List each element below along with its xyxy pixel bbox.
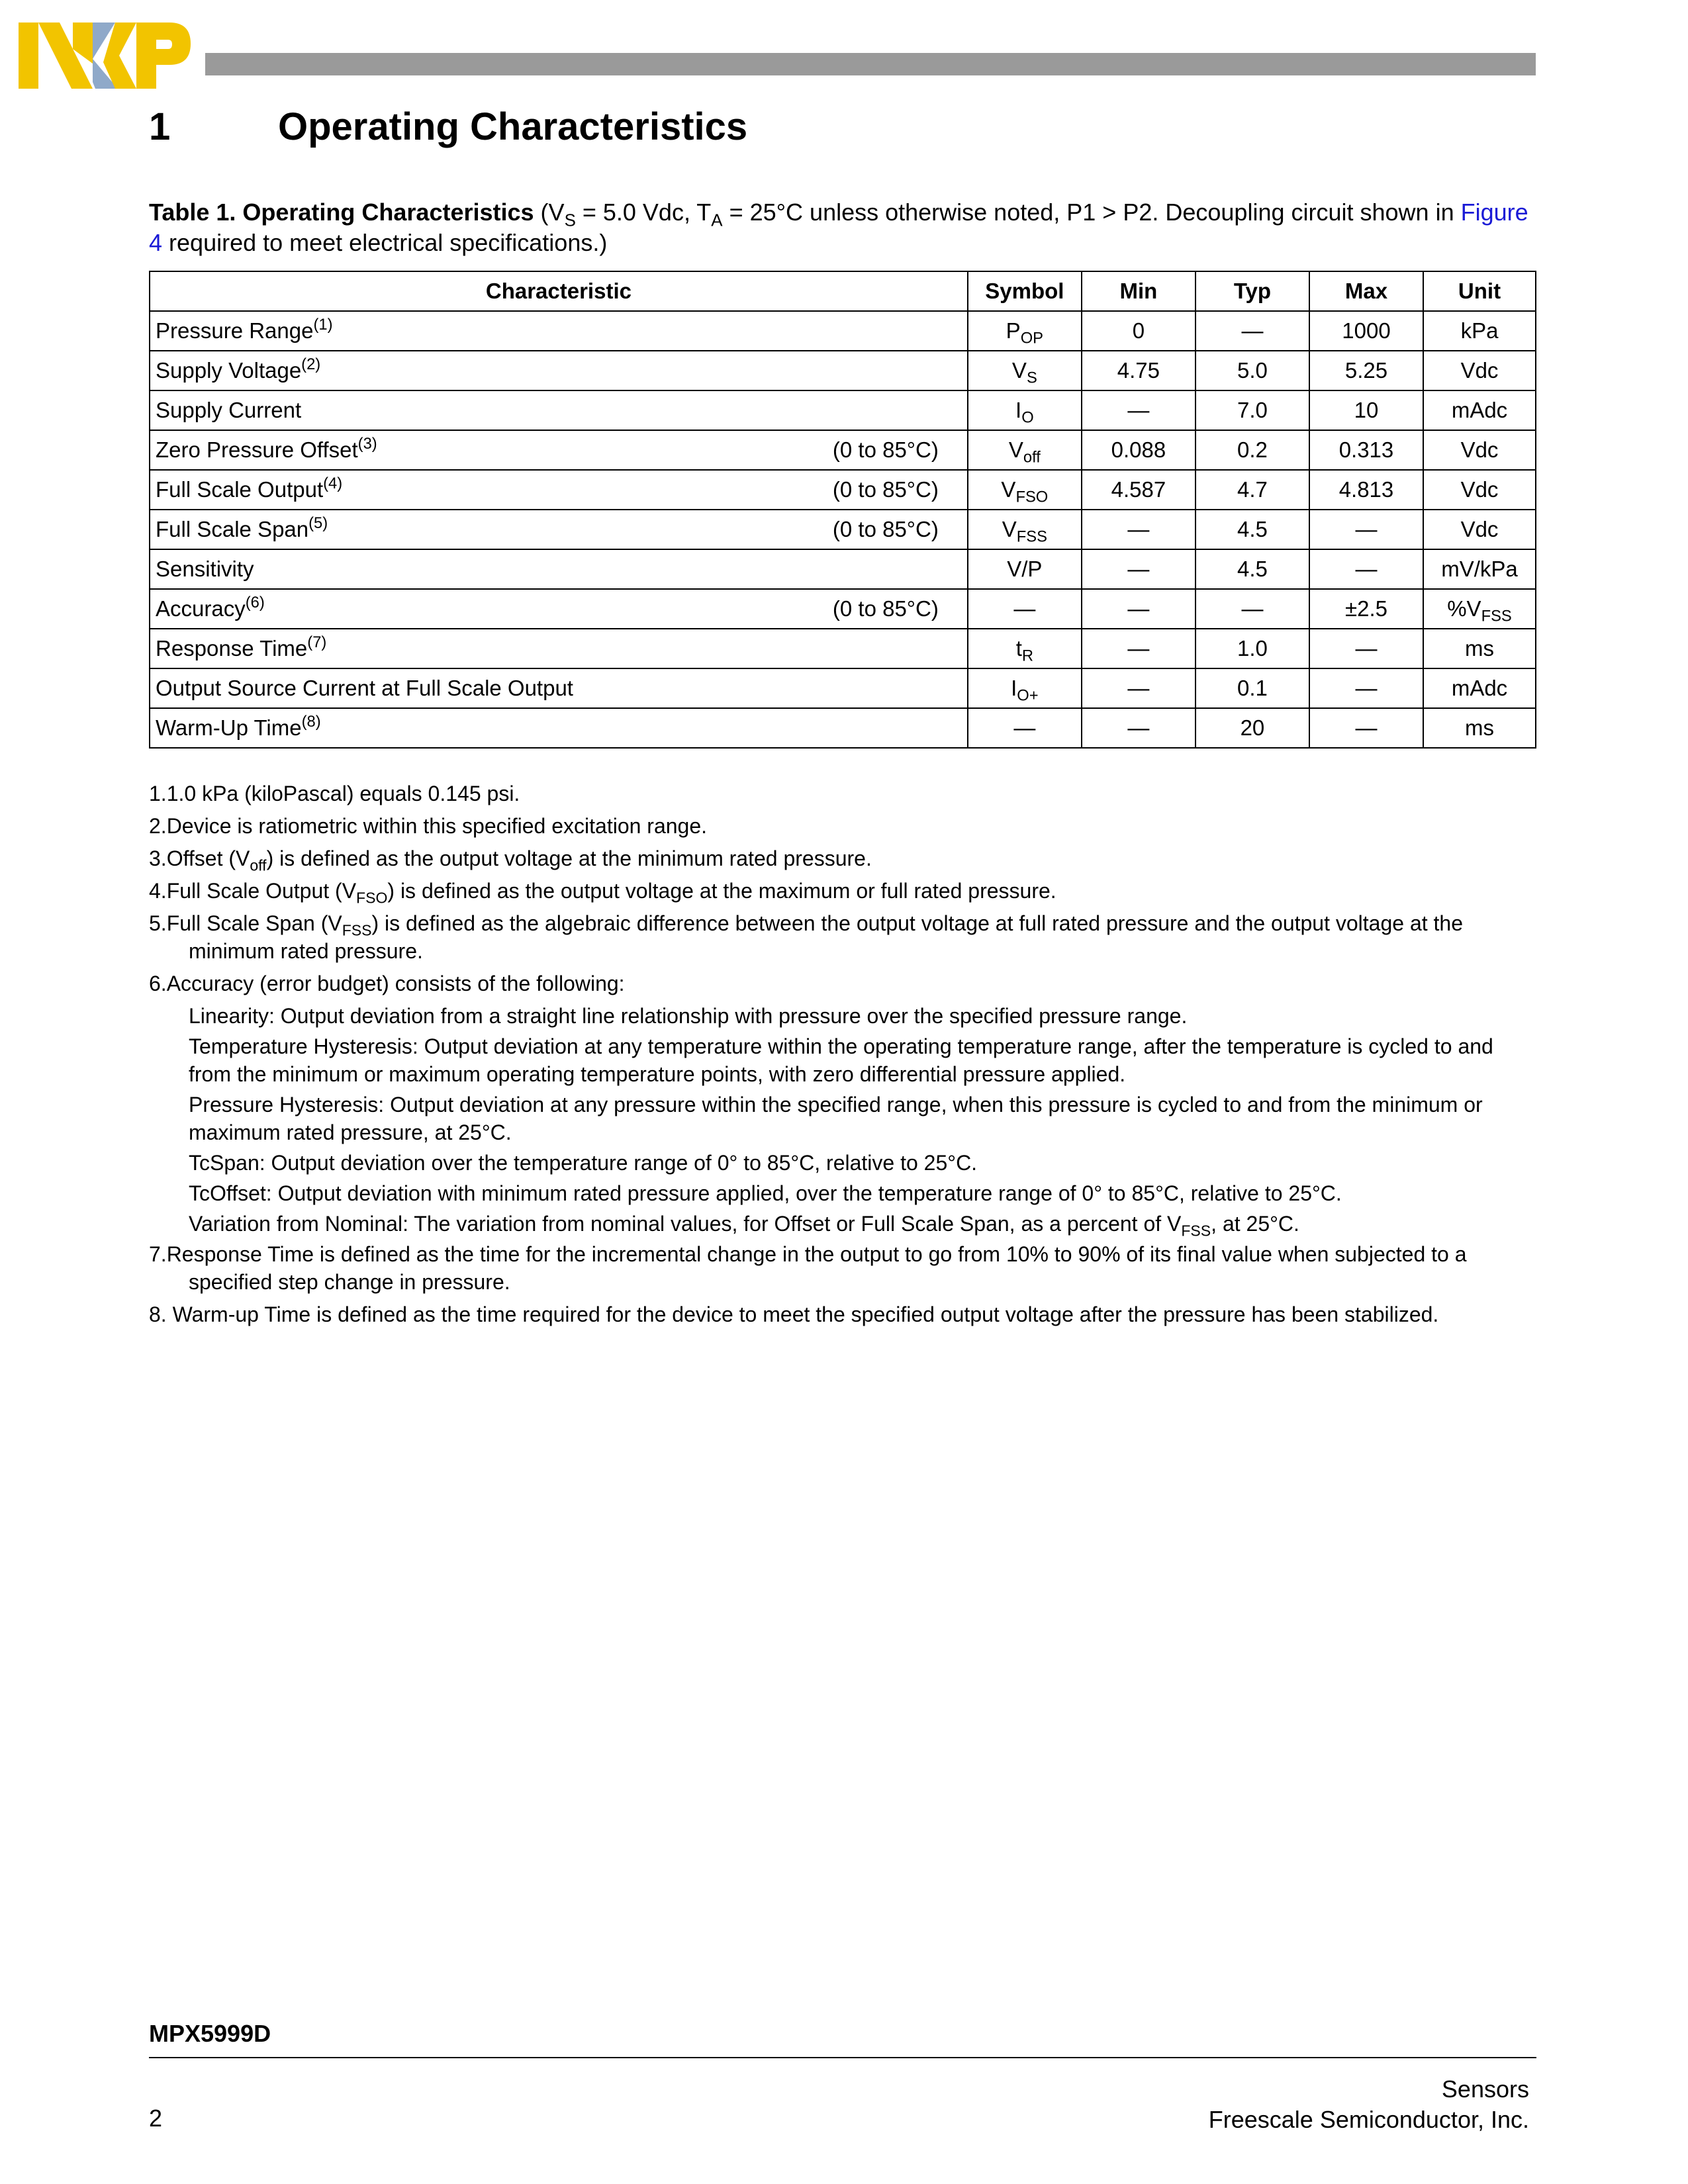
unit-cell (1423, 668, 1536, 708)
max-cell: 5.25 (1309, 351, 1423, 390)
symbol-cell (968, 668, 1082, 708)
unit-cell (1423, 351, 1536, 390)
min-cell: 0.088 (1082, 430, 1196, 470)
max-cell: 1000 (1309, 311, 1423, 351)
symbol-cell (968, 510, 1082, 549)
characteristic-name: Accuracy (156, 596, 246, 621)
footnote-text: ) is defined as the algebraic difference between the output voltage at full rated pressure and the output voltage at the (371, 911, 1464, 935)
symbol-sub: S (1026, 369, 1037, 387)
footnote-text: , at 25°C. (1211, 1212, 1299, 1236)
characteristic-name: Zero Pressure Offset (156, 437, 358, 462)
header-min: Min (1082, 271, 1196, 311)
typ-cell: 1.0 (1196, 629, 1309, 668)
condition: (0 to 85°C) (832, 477, 939, 502)
symbol-sub: O (1021, 408, 1034, 427)
footnote-sub: off (250, 856, 267, 874)
condition: (0 to 85°C) (832, 596, 939, 621)
typ-cell: 4.5 (1196, 549, 1309, 589)
characteristic-cell (150, 470, 968, 510)
accuracy-temperature-hysteresis: Temperature Hysteresis: Output deviation at any temperature within the operating temperature range, after the temperature is cycled to and from the minimum or maximum operating temperature points, with zero differential pressure applied. (189, 1034, 1493, 1086)
symbol-cell (968, 589, 1082, 629)
symbol-sub: R (1021, 647, 1034, 665)
header-bar (205, 53, 1536, 75)
characteristic-cell (150, 668, 968, 708)
unit-sub: FSS (1481, 607, 1512, 625)
symbol-cell (968, 629, 1082, 668)
unit: mAdc (1451, 676, 1508, 700)
symbol-cell (968, 430, 1082, 470)
footnote-ref: (8) (301, 712, 321, 731)
header-unit: Unit (1423, 271, 1536, 311)
section-number: 1 (149, 105, 171, 148)
header-characteristic: Characteristic (150, 271, 968, 311)
symbol: I (1015, 398, 1022, 422)
symbol-cell (968, 549, 1082, 589)
header-typ: Typ (1196, 271, 1309, 311)
table-header-row (150, 271, 1536, 311)
table-row (150, 549, 1536, 589)
typ-cell: 0.1 (1196, 668, 1309, 708)
min-cell: 4.75 (1082, 351, 1196, 390)
footnote-ref: (2) (301, 355, 321, 373)
unit-cell (1423, 430, 1536, 470)
condition: (0 to 85°C) (832, 517, 939, 541)
accuracy-pressure-hysteresis: Pressure Hysteresis: Output deviation at any pressure within the specified range, when this pressure is cycled to and from the minimum or maximum rated pressure, at 25°C. (189, 1093, 1483, 1144)
min-cell: — (1082, 629, 1196, 668)
min-cell: — (1082, 510, 1196, 549)
accuracy-tcspan: TcSpan: Output deviation over the temperature range of 0° to 85°C, relative to 25°C. (189, 1151, 978, 1175)
nxp-logo (19, 23, 191, 89)
min-cell: — (1082, 668, 1196, 708)
table-row (150, 708, 1536, 748)
condition: (0 to 85°C) (832, 437, 939, 462)
caption-text: = 5.0 Vdc, T (575, 199, 712, 226)
unit-cell (1423, 470, 1536, 510)
footnote-sub: FSS (342, 921, 372, 939)
unit-cell (1423, 708, 1536, 748)
typ-cell: 20 (1196, 708, 1309, 748)
footnote-ref: (6) (245, 593, 265, 612)
max-cell: — (1309, 708, 1423, 748)
caption-label: Table 1. Operating Characteristics (149, 199, 534, 226)
footnote-1: 1.1.0 kPa (kiloPascal) equals 0.145 psi. (149, 782, 520, 805)
characteristic-cell (150, 589, 968, 629)
characteristic-name: Output Source Current at Full Scale Output (156, 676, 573, 700)
operating-characteristics-table (149, 271, 1536, 749)
table-row (150, 351, 1536, 390)
unit-cell (1423, 510, 1536, 549)
unit: %V (1447, 596, 1481, 621)
characteristic-name: Full Scale Span (156, 517, 309, 541)
figure-4-link[interactable]: Figure 4 (149, 199, 1528, 256)
footnote-text: ) is defined as the output voltage at the maximum or full rated pressure. (387, 879, 1056, 903)
typ-cell: 4.5 (1196, 510, 1309, 549)
unit: Vdc (1460, 517, 1499, 541)
accuracy-linearity: Linearity: Output deviation from a straight line relationship with pressure over the specified pressure range. (189, 1004, 1188, 1028)
footnote-text: Variation from Nominal: The variation from nominal values, for Offset or Full Scale Span, as a percent of V (189, 1212, 1182, 1236)
characteristic-cell (150, 390, 968, 430)
caption-sub: S (564, 211, 576, 230)
footnote-text: 7.Response Time is defined as the time for the incremental change in the output to go from 10% to 90% of its final value when subjected to a (149, 1242, 1467, 1266)
caption-text: (V (534, 199, 565, 226)
max-cell: — (1309, 510, 1423, 549)
table-row (150, 589, 1536, 629)
min-cell: — (1082, 589, 1196, 629)
footnote-ref: (7) (307, 633, 327, 651)
symbol: P (1006, 318, 1021, 343)
characteristic-name: Supply Current (156, 398, 302, 422)
symbol: V/P (1007, 557, 1043, 581)
characteristic-cell (150, 549, 968, 589)
symbol: V (1011, 358, 1027, 383)
min-cell: — (1082, 390, 1196, 430)
footnote-ref: (1) (313, 315, 333, 334)
characteristic-name: Pressure Range (156, 318, 314, 343)
max-cell: 4.813 (1309, 470, 1423, 510)
symbol: V (1001, 477, 1016, 502)
footnote-text: minimum rated pressure. (189, 939, 423, 963)
unit: mAdc (1451, 398, 1508, 422)
symbol-sub: FSO (1015, 488, 1049, 506)
footnotes (149, 780, 1539, 1333)
footnote-ref: (5) (308, 514, 328, 532)
accuracy-tcoffset: TcOffset: Output deviation with minimum rated pressure applied, over the temperature range of 0° to 85°C, relative to 25°C. (189, 1181, 1342, 1205)
unit: Vdc (1460, 358, 1499, 383)
symbol: — (1013, 715, 1036, 740)
symbol-cell (968, 390, 1082, 430)
characteristic-name: Warm-Up Time (156, 715, 302, 740)
max-cell: 10 (1309, 390, 1423, 430)
footnote-6: 6.Accuracy (error budget) consists of the following: (149, 972, 625, 995)
footnote-8: 8. Warm-up Time is defined as the time required for the device to meet the specified output voltage after the pressure has been stabilized. (149, 1302, 1439, 1326)
symbol-sub: OP (1020, 329, 1044, 347)
footnote-ref: (4) (323, 474, 343, 492)
footer-right (1209, 2074, 1529, 2135)
table-row (150, 311, 1536, 351)
table-row (150, 470, 1536, 510)
footnote-text: 3.Offset (V (149, 846, 250, 870)
table-row (150, 510, 1536, 549)
caption-sub: A (711, 211, 723, 230)
footnote-4 (149, 877, 1539, 905)
unit: kPa (1460, 318, 1499, 343)
characteristic-name: Sensitivity (156, 557, 254, 581)
caption-text: = 25°C unless otherwise noted, P1 > P2. Decoupling circuit shown in (722, 199, 1461, 226)
max-cell: — (1309, 549, 1423, 589)
footnote-text: specified step change in pressure. (189, 1270, 510, 1294)
header-max: Max (1309, 271, 1423, 311)
table-row (150, 668, 1536, 708)
footnote-3 (149, 844, 1539, 872)
table-caption (149, 197, 1539, 258)
symbol: V (1008, 437, 1023, 462)
symbol-sub: O+ (1017, 686, 1039, 705)
max-cell: ±2.5 (1309, 589, 1423, 629)
unit: Vdc (1460, 477, 1499, 502)
typ-cell: 0.2 (1196, 430, 1309, 470)
unit-cell (1423, 589, 1536, 629)
min-cell: — (1082, 549, 1196, 589)
symbol-cell (968, 351, 1082, 390)
characteristic-name: Supply Voltage (156, 358, 302, 383)
footnote-sub: FSS (1181, 1222, 1211, 1240)
symbol: I (1011, 676, 1017, 700)
symbol: V (1002, 517, 1017, 541)
caption-text: required to meet electrical specifications.) (162, 229, 608, 256)
symbol-sub: FSS (1016, 527, 1047, 546)
symbol-cell (968, 708, 1082, 748)
max-cell: 0.313 (1309, 430, 1423, 470)
characteristic-cell (150, 510, 968, 549)
page-number: 2 (149, 2105, 163, 2132)
characteristic-cell (150, 629, 968, 668)
characteristic-cell (150, 430, 968, 470)
footnote-7 (149, 1240, 1539, 1296)
footer-category: Sensors (1441, 2075, 1529, 2103)
unit-cell (1423, 311, 1536, 351)
characteristic-name: Response Time (156, 636, 308, 660)
symbol-cell (968, 311, 1082, 351)
typ-cell: 4.7 (1196, 470, 1309, 510)
min-cell: — (1082, 708, 1196, 748)
logo-n-left (19, 23, 38, 89)
footnote-text: ) is defined as the output voltage at the minimum rated pressure. (266, 846, 872, 870)
min-cell: 0 (1082, 311, 1196, 351)
min-cell: 4.587 (1082, 470, 1196, 510)
table-row (150, 629, 1536, 668)
characteristic-cell (150, 708, 968, 748)
footer-doc-id: MPX5999D (149, 2020, 271, 2047)
symbol: — (1013, 596, 1036, 621)
symbol: t (1015, 636, 1022, 660)
logo-p (136, 23, 191, 89)
unit-cell (1423, 390, 1536, 430)
characteristic-cell (150, 351, 968, 390)
footer-rule (149, 2057, 1536, 2058)
footnote-ref: (3) (357, 434, 377, 453)
symbol-sub: off (1023, 448, 1041, 467)
typ-cell: 7.0 (1196, 390, 1309, 430)
typ-cell: 5.0 (1196, 351, 1309, 390)
footnote-5 (149, 909, 1539, 965)
table-row (150, 430, 1536, 470)
footnote-text: 5.Full Scale Span (V (149, 911, 342, 935)
unit-cell (1423, 629, 1536, 668)
table-row (150, 390, 1536, 430)
unit: Vdc (1460, 437, 1499, 462)
max-cell: — (1309, 668, 1423, 708)
symbol-cell (968, 470, 1082, 510)
unit-cell (1423, 549, 1536, 589)
footnote-sub: FSO (356, 889, 388, 907)
footnote-text: 4.Full Scale Output (V (149, 879, 357, 903)
max-cell: — (1309, 629, 1423, 668)
header-symbol: Symbol (968, 271, 1082, 311)
unit: ms (1465, 715, 1494, 740)
typ-cell: — (1196, 589, 1309, 629)
section-title: Operating Characteristics (278, 105, 748, 148)
characteristic-cell (150, 311, 968, 351)
typ-cell: — (1196, 311, 1309, 351)
accuracy-variation (149, 1210, 1539, 1238)
characteristic-name: Full Scale Output (156, 477, 324, 502)
unit: ms (1465, 636, 1494, 660)
footer-company: Freescale Semiconductor, Inc. (1208, 2106, 1529, 2133)
unit: mV/kPa (1441, 557, 1518, 581)
footnote-2: 2.Device is ratiometric within this specified excitation range. (149, 814, 708, 838)
